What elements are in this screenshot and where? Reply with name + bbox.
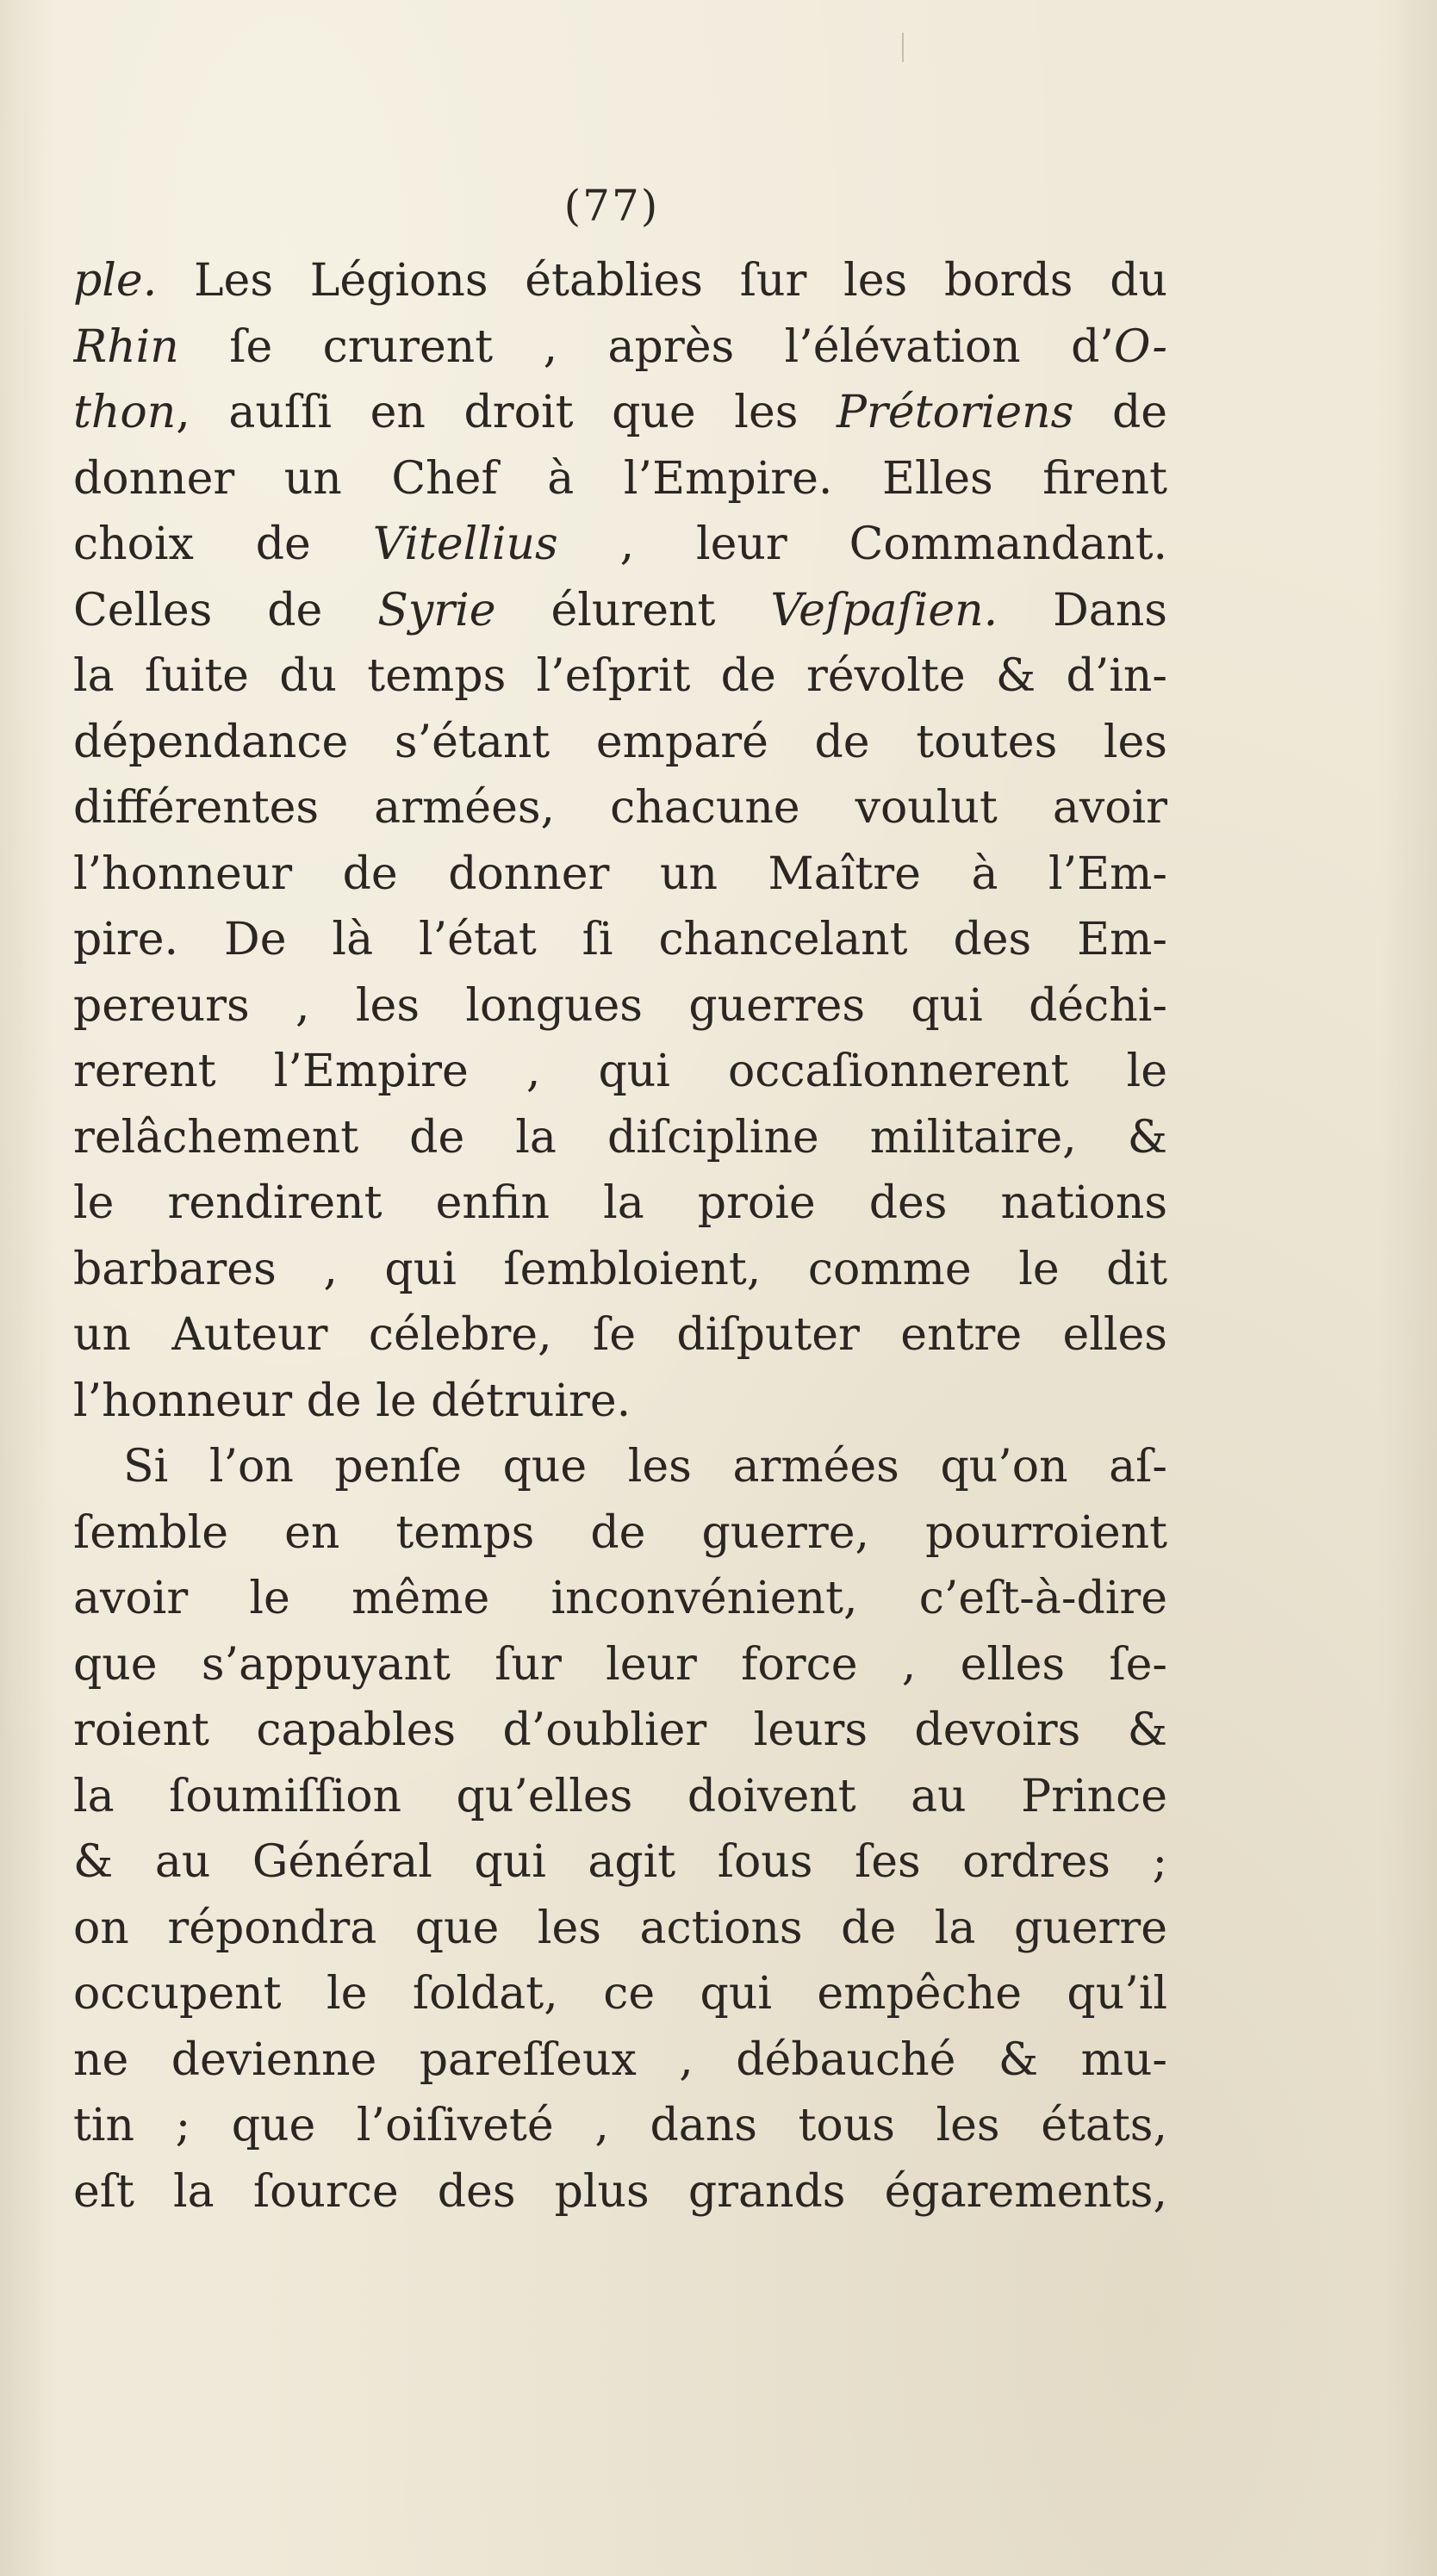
text-line [73, 1105, 1167, 1171]
page-number: (77) [563, 181, 660, 231]
italic-text: Syrie [377, 584, 496, 636]
text-line [73, 314, 1167, 381]
italic-text: Rhin [73, 320, 179, 373]
text-line [73, 248, 1167, 314]
text-line [73, 1434, 1167, 1500]
text-run: , leur Commandant. [557, 518, 1167, 570]
text-run: rerent l’Empire , qui occaſionnerent le [73, 1046, 1167, 1097]
text-run: pereurs , les longues guerres qui déchi- [73, 979, 1167, 1032]
text-run: le rendirent enfin la proie des nations [73, 1177, 1167, 1229]
text-line [73, 446, 1167, 512]
text-run: Les Légions établies ſur les bords du [157, 255, 1167, 307]
text-run: donner un Chef à l’Empire. Elles firent [73, 452, 1167, 505]
text-line [73, 643, 1167, 710]
text-run: l’honneur de donner un Maître à l’Em- [73, 847, 1167, 900]
text-line [73, 710, 1167, 776]
text-line [73, 1566, 1167, 1632]
text-line [73, 2027, 1167, 2094]
text-line [73, 512, 1167, 578]
text-line [73, 1039, 1167, 1105]
text-line [73, 1632, 1167, 1698]
text-run: eſt la ſource des plus grands égarements, [73, 2165, 1167, 2218]
text-run: ne devienne pareſſeux , débauché & mu- [73, 2033, 1167, 2086]
text-run: Dans [998, 584, 1167, 636]
text-run: barbares , qui ſembloient, comme le dit [73, 1243, 1167, 1295]
text-run: & au Général qui agit ſous ſes ordres ; [73, 1836, 1167, 1888]
text-line [73, 1369, 1167, 1435]
text-run: différentes armées, chacune voulut avoir [73, 782, 1167, 834]
text-run: roient capables d’oublier leurs devoirs & [73, 1704, 1167, 1756]
text-run: Celles de [73, 584, 378, 636]
text-line [73, 1698, 1167, 1764]
text-line [73, 907, 1167, 973]
text-line [73, 1896, 1167, 1962]
text-run: élurent [495, 584, 771, 636]
italic-text: O- [1113, 320, 1167, 373]
text-line [73, 1302, 1167, 1369]
italic-text: Vitellius [372, 518, 558, 570]
text-line [73, 775, 1167, 841]
text-line [73, 578, 1167, 644]
text-run: dépendance s’étant emparé de toutes les [73, 716, 1167, 768]
italic-text: thon [73, 387, 177, 438]
body-text [73, 248, 1167, 2225]
text-run: l’honneur de le détruire. [73, 1375, 631, 1427]
paper-mark [902, 33, 904, 62]
text-run: un Auteur célebre, ſe diſputer entre elles [73, 1309, 1167, 1361]
text-run: avoir le même inconvénient, c’eſt-à-dire [73, 1573, 1167, 1624]
text-run: ſemble en temps de guerre, pourroient [73, 1506, 1167, 1559]
text-run: tin ; que l’oiſiveté , dans tous les états, [73, 2100, 1167, 2151]
text-run: de [1073, 387, 1167, 438]
text-line [73, 380, 1167, 446]
text-run: relâchement de la diſcipline militaire, & [73, 1111, 1167, 1164]
italic-text: ple. [73, 255, 158, 307]
text-line [73, 973, 1167, 1040]
text-run: choix de [73, 518, 373, 570]
text-run: la ſuite du temps l’eſprit de révolte & d’in- [73, 650, 1167, 702]
text-run: que s’appuyant ſur leur force , elles ſe- [73, 1638, 1167, 1691]
text-run: occupent le ſoldat, ce qui empêche qu’il [73, 1968, 1167, 2020]
text-line [73, 2093, 1167, 2159]
text-line [73, 1829, 1167, 1896]
text-run: on répondra que les actions de la guerre [73, 1902, 1167, 1954]
text-line [73, 1764, 1167, 1830]
text-line [73, 841, 1167, 908]
italic-text: Prétoriens [837, 387, 1074, 438]
text-run: pire. De là l’état ſi chancelant des Em- [73, 914, 1167, 965]
italic-text: Veſpaſien. [770, 584, 998, 636]
text-run: , auſſi en droit que les [176, 387, 837, 438]
text-line [73, 2159, 1167, 2225]
text-line [73, 1961, 1167, 2027]
text-line [73, 1170, 1167, 1237]
text-run: Si l’on penſe que les armées qu’on aſ- [123, 1441, 1167, 1493]
text-run: la ſoumiſſion qu’elles doivent au Prince [73, 1770, 1167, 1822]
text-run: ſe crurent , après l’élévation d’ [178, 320, 1114, 373]
text-line [73, 1500, 1167, 1567]
text-line [73, 1237, 1167, 1303]
